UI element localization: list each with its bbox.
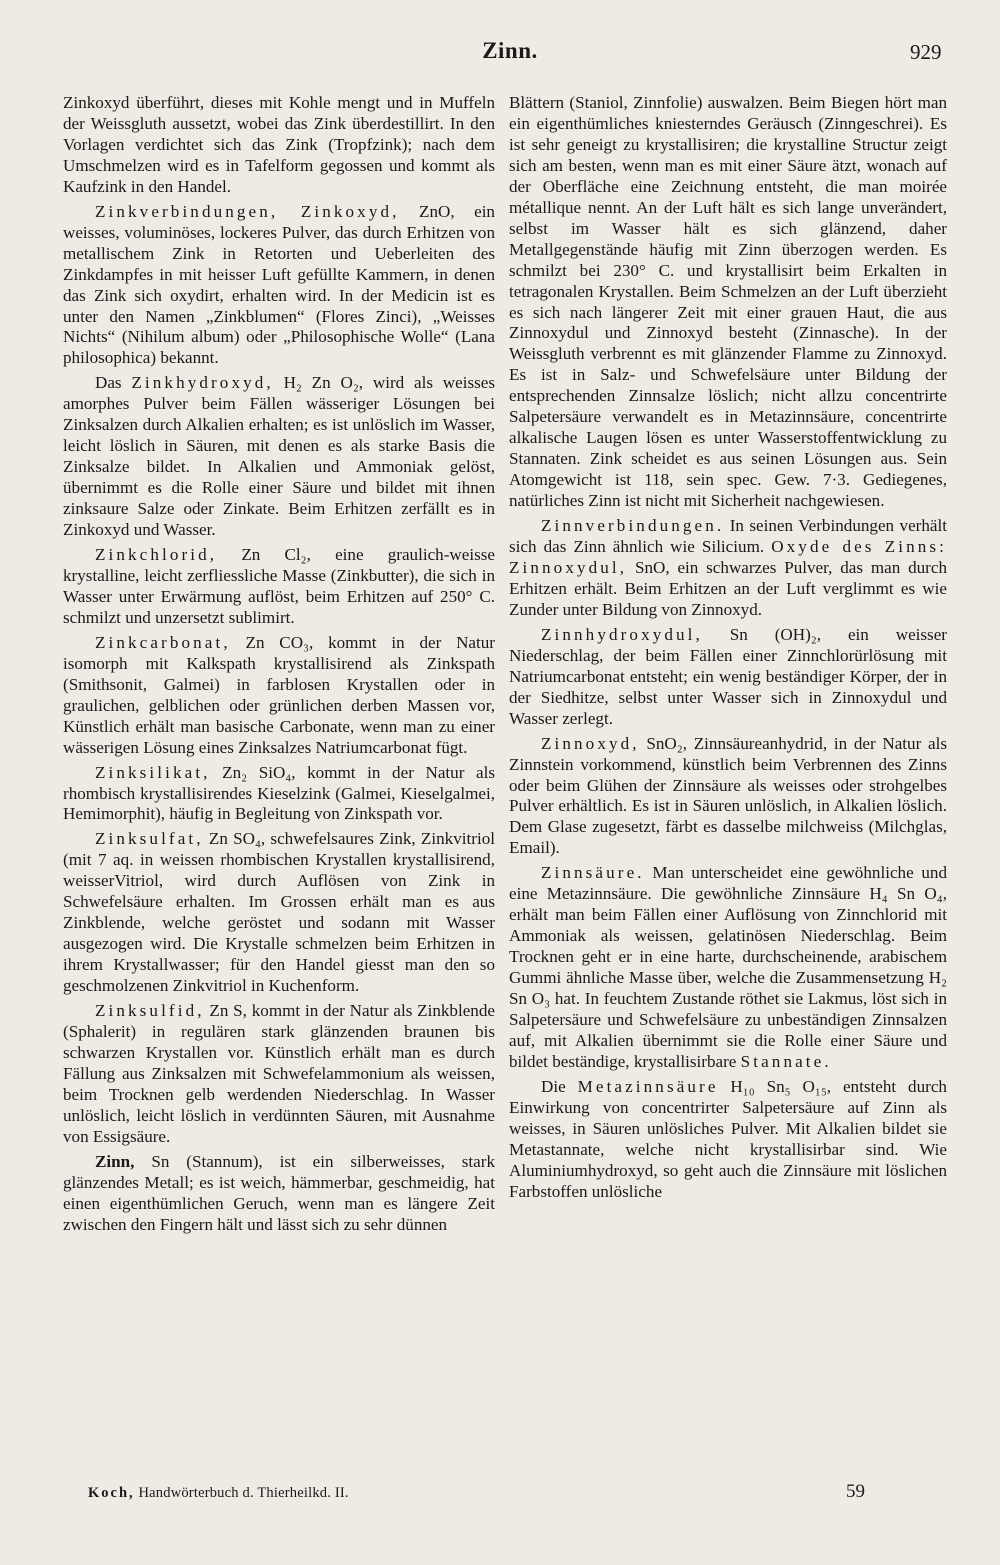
entry-text: Zn S, kommt in der Natur als Zinkblende (Sphalerit) in regulären stark glänzenden braunen bis schwarzen Krystallen vor. Künstlich erhält man es durch Fällung aus Zinksalzen mit Schwefelammonium als weissen, beim Trocknen gelb werdenden Niederschlag. In Wasser unlöslich, leicht löslich in verdünnten Säuren, mit Ausnahme von Essigsäure. — [63, 1001, 495, 1146]
entry-text: Man unterscheidet eine gewöhnliche und eine Metazinnsäure. Die gewöhnliche Zinnsäure H₄ Sn O₄, erhält man beim Fällen einer Auflösung von Zinnchlorid mit Ammoniak als weissen, gelatinösen Niederschlag. Beim Trocknen geht er in eine harte, durchscheinende, arabischem Gummi ähnliche Masse über, welche die Zusammensetzung H₂ Sn O₃ hat. In feuchtem Zustande röthet sie Lakmus, löst sich in Salpetersäure und Schwefelsäure zu unbeständigen Zinnsalzen auf, mit Alkalien übernimmt sie die Rolle einer Säure und bildet beständige, krystallisirbare — [509, 863, 947, 1071]
entry-text: In seinen Verbindungen verhält sich das Zinn ähnlich wie Silicium. — [509, 516, 947, 557]
entry-term: Zinnsäure. — [541, 863, 645, 883]
paragraph — [63, 829, 495, 997]
entry-text: SnO₂, Zinnsäureanhydrid, in der Natur als Zinnstein vorkommend, künstlich beim Verbrennen des Zinns oder beim Glühen der Zinnsäure als weisses oder strohgelbes Pulver erhältlich. Es ist in Säuren unlöslich, in Alkalien löslich. Dem Glase zugesetzt, färbt es dasselbe milchweiss (Milchglas, Email). — [509, 733, 947, 858]
entry-term: Zinkchlorid, — [95, 545, 218, 565]
paragraph — [509, 863, 947, 1073]
entry-text: H₁₀ Sn₅ O₁₅, entsteht durch Einwirkung von concentrirter Salpetersäure auf Zinn als weisses, in Säuren unlösliches Pulver. Mit Alkalien bildet sie Metastannate, welche nicht krystallisirbar sind. Wie Aluminiumhydroxyd, so geht auch die Zinnsäure mit löslichen Farbstoffen unlösliche — [509, 1076, 947, 1201]
paragraph — [509, 516, 947, 621]
footer-book: Handwörterbuch d. Thierheilkd. II. — [134, 1485, 349, 1501]
paragraph — [63, 545, 495, 629]
entry-term: Zinksulfat, — [95, 829, 204, 849]
paragraph — [63, 633, 495, 759]
entry-lead: Die — [541, 1076, 578, 1096]
entry-term: Oxyde des Zinns: Zinnoxydul, — [509, 537, 947, 577]
entry-lead: Das — [95, 373, 132, 393]
paragraph — [63, 202, 495, 370]
right-column — [509, 93, 947, 1207]
signature-mark: 59 — [846, 1481, 865, 1502]
entry-text: Zn₂ SiO₄, kommt in der Natur als rhombisch krystallisirendes Kieselzink (Galmei, Kieselgalmei, Hemimorphit), häufig in Begleitung von Zinkspath vor. — [63, 762, 495, 824]
entry-term: Zinksulfid, — [95, 1001, 205, 1021]
entry-term: Zinksilikat, — [95, 762, 211, 782]
entry-term: Zinnverbindungen. — [541, 516, 725, 536]
paragraph — [509, 1077, 947, 1203]
entry-text: H₂ Zn O₂, wird als weisses amorphes Pulver beim Fällen wässeriger Lösungen bei Zinksalzen durch Alkalien erhalten; es ist unlöslich im Wasser, leicht löslich in Säuren, mit denen es als starke Basis die Zinksalze bildet. In Alkalien und Ammoniak gelöst, übernimmt es die Rolle einer Säure und bildet mit ihnen zinksaure Salze oder Zinkate. Beim Erhitzen zerfällt es in Zinkoxyd und Wasser. — [63, 373, 495, 540]
entry-text: ZnO, ein weisses, voluminöses, lockeres Pulver, das durch Erhitzen von metallischem Zink in Retorten und Ueberleiten des Zinkdampfes in mit heisser Luft gefüllte Kammern, in denen das Zink sich oxydirt, erhalten wird. In der Medicin ist es unter den Namen „Zinkblumen“ (Flores Zinci), „Weisses Nichts“ (Nihilum album) oder „Philosophische Wolle“ (Lana philosophica) bekannt. — [63, 201, 495, 368]
entry-text: Zn SO₄, schwefelsaures Zink, Zinkvitriol (mit 7 aq. in weissen rhombischen Krystallen krystallisirend, weisserVitriol, wird durch Auflösen von Zink in Schwefelsäure erhalten. Im Grossen erhält man es aus Zinkblende, welche geröstet und sodann mit Wasser ausgezogen wird. Die Krystalle schmelzen beim Erhitzen in ihrem Krystallwasser; für den Handel giesst man den so geschmolzenen Zinkvitriol in Kuchenform. — [63, 829, 495, 996]
entry-term: Zinnhydroxydul, — [541, 624, 703, 644]
entry-headword: Zinn, — [95, 1151, 135, 1171]
running-head-title: Zinn. — [482, 38, 538, 63]
entry-term: Zinkverbindungen, Zinkoxyd, — [95, 201, 400, 221]
entry-text: Sn (Stannum), ist ein silberweisses, stark glänzendes Metall; es ist weich, hämmerbar, geschmeidig, hat einen eigenthümlichen Geruch, wenn man es längere Zeit zwischen den Fingern hält und lässt sich zu sehr dünnen — [63, 1151, 495, 1234]
footer-author: Koch, — [88, 1485, 135, 1501]
entry-text: Zn CO₃, kommt in der Natur isomorph mit Kalkspath krystallisirend als Zinkspath (Smithsonit, Galmei) in farblosen Krystallen oder in graulichen, gelblichen oder grünlichen derben Massen vor, Künstlich erhält man basische Carbonate, wenn man zu einer wässerigen Lösung eines Zinksalzes Natriumcarbonat fügt. — [63, 632, 495, 757]
paragraph — [63, 1001, 495, 1148]
entry-term: Metazinnsäure — [577, 1076, 719, 1096]
entry-term: Zinnoxyd, — [541, 733, 640, 753]
footer-imprint — [88, 1485, 349, 1502]
paragraph — [63, 763, 495, 826]
paragraph: Blättern (Staniol, Zinnfolie) auswalzen. Beim Biegen hört man ein eigenthümliches kniesterndes Geräusch (Zinngeschrei). Es ist sehr geneigt zu krystallisiren; die krystalline Structur zeigt sich am besten, wenn man es mit einer Säure ätzt, wonach auf der Oberfläche eine Zeichnung entsteht, die man moirée métallique nennt. An der Luft hält es sich lange unverändert, selbst im Wasser hält es sich glänzend, daher Metallgegenstände häufig mit Zinn überzogen werden. Es schmilzt bei 230° C. und krystallisirt beim Erkalten in tetragonalen Krystallen. Beim Schmelzen an der Luft überzieht es sich nach längerer Zeit mit einer grauen Haut, die aus Zinnoxydul und Zinnoxyd besteht (Zinnasche). In der Weissgluth verbrennt es mit glänzender Flamme zu Zinnoxyd. Es ist in Salz- und Schwefelsäure unter Bildung der entsprechenden Zinnsalze löslich; nicht allzu concentrirte Salpetersäure verwandelt es in Metazinnsäure, concentrirte alkalische Laugen lösen es unter Wasserstoffentwicklung zu Stannaten. Zink scheidet es aus seinen Lösungen aus. Sein Atomgewicht ist 118, sein spec. Gew. 7·3. Gediegenes, natürliches Zinn ist nicht mit Sicherheit nachgewiesen. — [509, 93, 947, 511]
paragraph — [63, 1152, 495, 1236]
entry-term: Zinkhydroxyd, — [131, 373, 274, 393]
entry-text: Zn Cl₂, eine graulich-weisse krystalline, leicht zerfliessliche Masse (Zinkbutter), die sich in Wasser unter Erwärmung auflöst, beim Erhitzen auf 250° C. schmilzt und unzersetzt sublimirt. — [63, 545, 495, 627]
left-column — [63, 93, 495, 1240]
paragraph — [63, 373, 495, 541]
entry-term: Zinkcarbonat, — [95, 632, 231, 652]
paragraph: Zinkoxyd überführt, dieses mit Kohle mengt und in Muffeln der Weissgluth aussetzt, wobei das Zink überdestillirt. In den Vorlagen verdichtet sich das Zink (Tropfzink); nach dem Umschmelzen wird es in Tafelform gegossen und kommt als Kaufzink in den Handel. — [63, 93, 495, 196]
paragraph — [509, 734, 947, 860]
entry-term: Stannate. — [740, 1051, 832, 1071]
page-number: 929 — [910, 40, 942, 64]
paragraph — [509, 625, 947, 730]
entry-text: Sn (OH)₂, ein weisser Niederschlag, der beim Fällen einer Zinnchlorürlösung mit Natriumcarbonat entsteht; ein wenig beständiger Körper, der in der Siedhitze, selbst unter Wasser sich in Zinnoxydul und Wasser zerlegt. — [509, 624, 947, 728]
entry-text: SnO, ein schwarzes Pulver, das man durch Erhitzen erhält. Beim Erhitzen an der Luft verglimmt es wie Zunder unter Bildung von Zinnoxyd. — [509, 557, 947, 619]
